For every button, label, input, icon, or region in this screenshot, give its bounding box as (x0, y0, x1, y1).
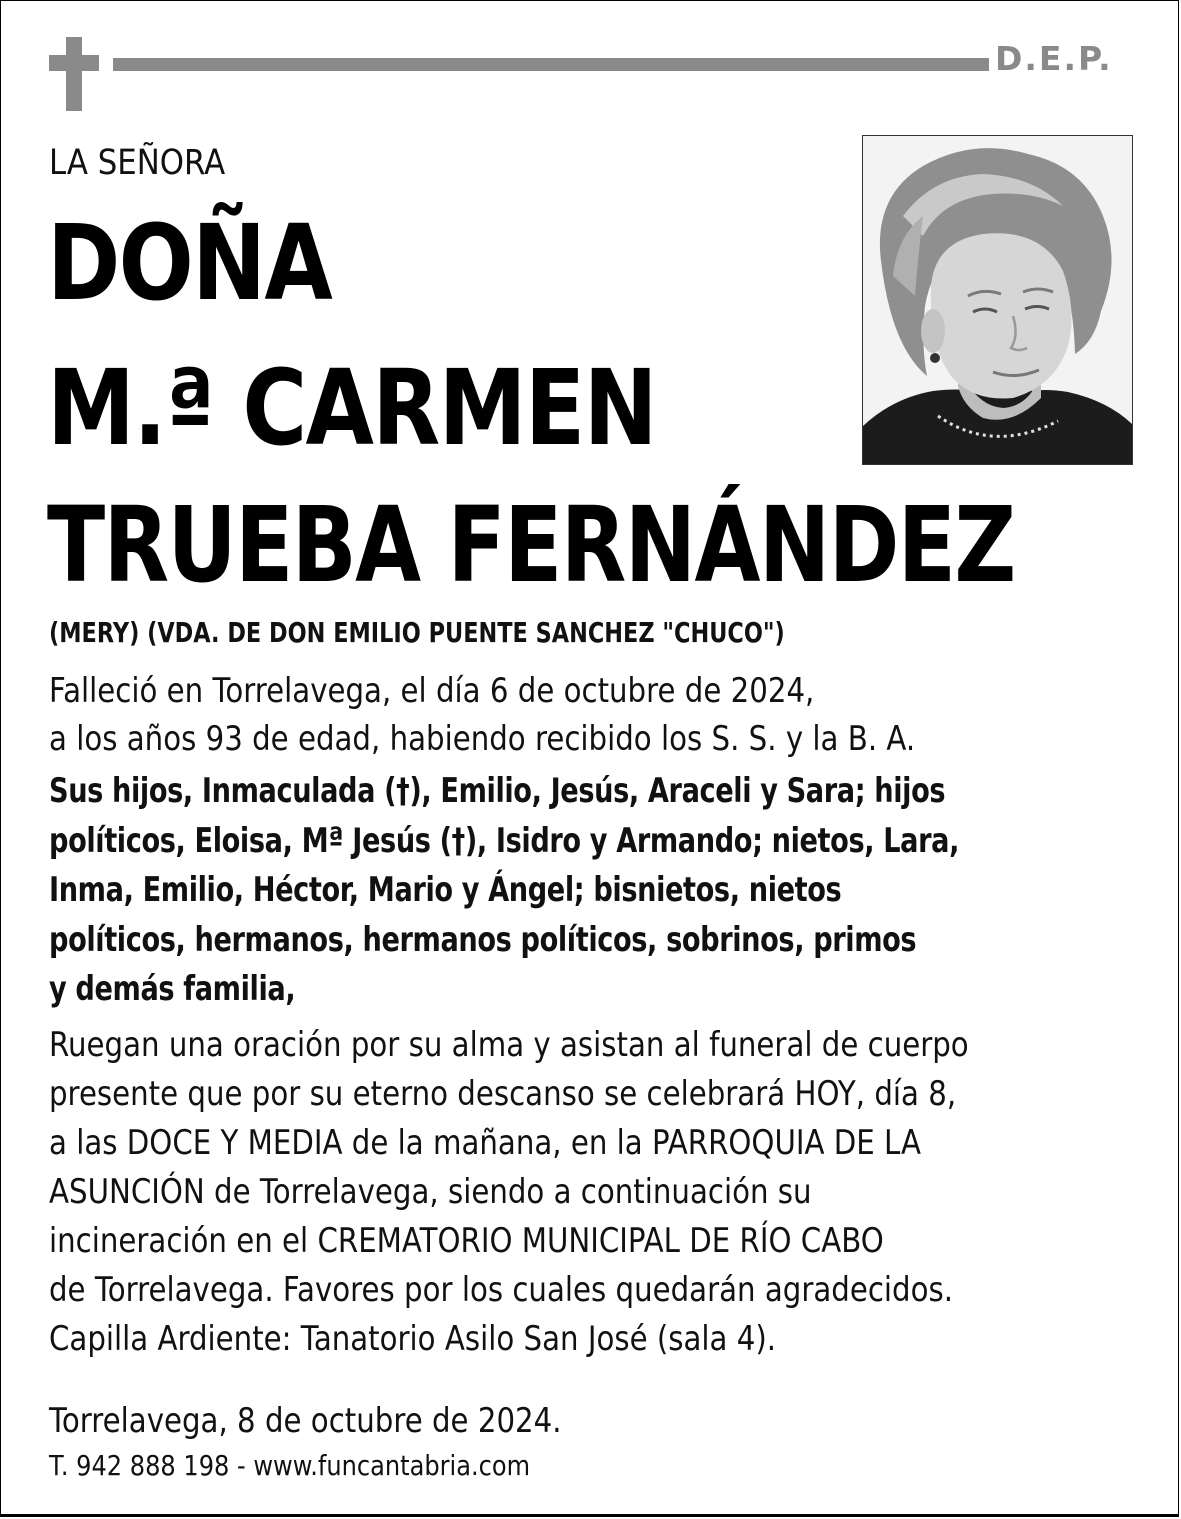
request-line: Capilla Ardiente: Tanatorio Asilo San José (sala 4). (49, 1319, 777, 1359)
portrait-photo (862, 135, 1133, 465)
request-line: de Torrelavega. Favores por los cuales quedarán agradecidos. (49, 1270, 954, 1310)
family-line: políticos, Eloisa, Mª Jesús (†), Isidro y Armando; nietos, Lara, (49, 821, 960, 861)
family-line: y demás familia, (49, 969, 296, 1009)
death-line: Falleció en Torrelavega, el día 6 de octubre de 2024, (49, 671, 815, 711)
portrait-image (863, 136, 1132, 464)
alias-line: (MERY) (VDA. DE DON EMILIO PUENTE SANCHEZ "CHUCO") (49, 616, 785, 649)
name-line-1: DOÑA (47, 202, 332, 324)
dep-label: D.E.P. (995, 39, 1113, 78)
name-line-3: TRUEBA FERNÁNDEZ (47, 484, 1015, 606)
family-line: Inma, Emilio, Héctor, Mario y Ángel; bisnietos, nietos (49, 870, 842, 910)
family-line: políticos, hermanos, hermanos políticos, sobrinos, primos (49, 920, 917, 960)
request-line: Ruegan una oración por su alma y asistan al funeral de cuerpo (49, 1025, 969, 1065)
family-line: Sus hijos, Inmaculada (†), Emilio, Jesús, Araceli y Sara; hijos (49, 771, 946, 811)
cross-icon (49, 37, 99, 111)
header-rule (113, 58, 989, 71)
place-date: Torrelavega, 8 de octubre de 2024. (49, 1401, 562, 1441)
request-line: incineración en el CREMATORIO MUNICIPAL DE RÍO CABO (49, 1221, 884, 1261)
death-line: a los años 93 de edad, habiendo recibido los S. S. y la B. A. (49, 719, 916, 759)
name-line-2: M.ª CARMEN (47, 347, 656, 469)
intro-label: LA SEÑORA (49, 143, 226, 183)
request-line: ASUNCIÓN de Torrelavega, siendo a continuación su (49, 1172, 812, 1212)
request-line: presente que por su eterno descanso se celebrará HOY, día 8, (49, 1074, 957, 1114)
contact-line: T. 942 888 198 - www.funcantabria.com (49, 1449, 531, 1482)
request-line: a las DOCE Y MEDIA de la mañana, en la PARROQUIA DE LA (49, 1123, 922, 1163)
